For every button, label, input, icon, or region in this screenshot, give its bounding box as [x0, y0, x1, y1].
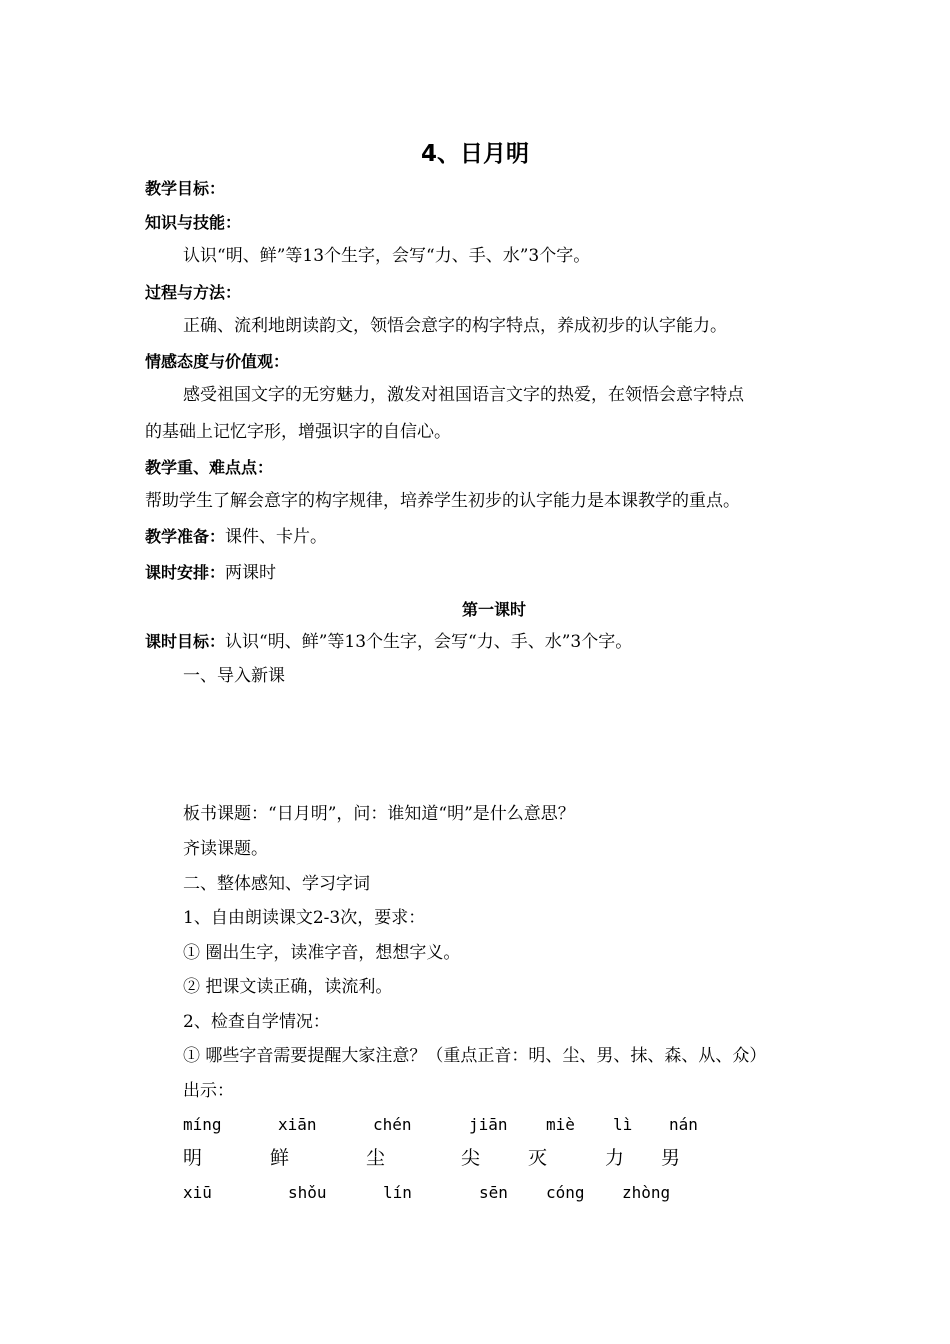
- task-one: 1、自由朗读课文2-3次，要求：: [183, 908, 426, 928]
- objectives-heading: 教学目标：: [145, 179, 226, 198]
- pinyin-shou: shǒu: [288, 1183, 327, 1202]
- board-question: 板书课题：“日月明”，问：谁知道“明”是什么意思？: [183, 804, 575, 824]
- lesson-goal-value: 认识“明、鲜”等13个生字，会写“力、手、水”3个字。: [225, 632, 633, 652]
- task-one-item-a: ① 圈出生字，读准字音，想想字义。: [183, 943, 461, 963]
- knowledge-text: 认识“明、鲜”等13个生字，会写“力、手、水”3个字。: [183, 246, 591, 266]
- lesson-title: 第一课时: [461, 600, 526, 619]
- pinyin-mie: miè: [546, 1115, 575, 1134]
- pinyin-lin: lín: [383, 1183, 412, 1202]
- step-one-heading: 一、导入新课: [183, 666, 285, 686]
- key-points-text: 帮助学生了解会意字的构字规律，培养学生初步的认字能力是本课教学的重点。: [145, 491, 740, 511]
- task-one-item-b: ② 把课文读正确，读流利。: [183, 977, 393, 997]
- process-heading: 过程与方法：: [145, 283, 242, 302]
- pinyin-sen: sēn: [479, 1183, 508, 1202]
- read-title-text: 齐读课题。: [183, 839, 268, 859]
- hanzi-nan: 男: [661, 1147, 681, 1169]
- pinyin-jian: jiān: [469, 1115, 508, 1134]
- process-text: 正确、流利地朗读韵文，领悟会意字的构字特点，养成初步的认字能力。: [183, 316, 727, 336]
- schedule-line: [145, 562, 276, 584]
- hanzi-chen: 尘: [366, 1147, 386, 1169]
- preparation-value: 课件、卡片。: [225, 527, 328, 547]
- lesson-goal-label: 课时目标：: [145, 632, 226, 651]
- pinyin-xiu: xiū: [183, 1183, 212, 1202]
- hanzi-jian: 尖: [461, 1147, 481, 1169]
- pinyin-zhong: zhòng: [622, 1183, 671, 1202]
- hanzi-ming: 明: [183, 1147, 203, 1169]
- knowledge-heading: 知识与技能：: [145, 213, 242, 232]
- hanzi-li: 力: [605, 1147, 625, 1169]
- schedule-value: 两课时: [225, 563, 277, 583]
- pinyin-nan: nán: [669, 1115, 698, 1134]
- lesson-goal-line: [145, 631, 632, 653]
- hanzi-xian: 鲜: [270, 1147, 290, 1169]
- preparation-line: [145, 526, 327, 548]
- pinyin-ming: míng: [183, 1115, 222, 1134]
- key-points-heading: 教学重、难点点：: [145, 458, 274, 477]
- task-two: 2、检查自学情况：: [183, 1012, 330, 1032]
- emotion-text-line1: 感受祖国文字的无穷魅力，激发对祖国语言文字的热爱，在领悟会意字特点: [183, 385, 744, 405]
- show-label: 出示：: [183, 1081, 234, 1101]
- emotion-text-line2: 的基础上记忆字形，增强识字的自信心。: [145, 422, 451, 442]
- pinyin-li: lì: [613, 1115, 633, 1134]
- task-two-item-a: ① 哪些字音需要提醒大家注意？（重点正音：明、尘、男、抹、森、从、众）: [183, 1046, 767, 1066]
- pinyin-cong: cóng: [546, 1183, 585, 1202]
- schedule-label: 课时安排：: [145, 563, 226, 582]
- step-two-heading: 二、整体感知、学习字词: [183, 874, 370, 894]
- preparation-label: 教学准备：: [145, 527, 226, 546]
- emotion-heading: 情感态度与价值观：: [145, 352, 290, 371]
- pinyin-chen: chén: [373, 1115, 412, 1134]
- pinyin-xian: xiān: [278, 1115, 317, 1134]
- hanzi-mie: 灭: [528, 1147, 548, 1169]
- document-title: 4、日月明: [420, 141, 529, 167]
